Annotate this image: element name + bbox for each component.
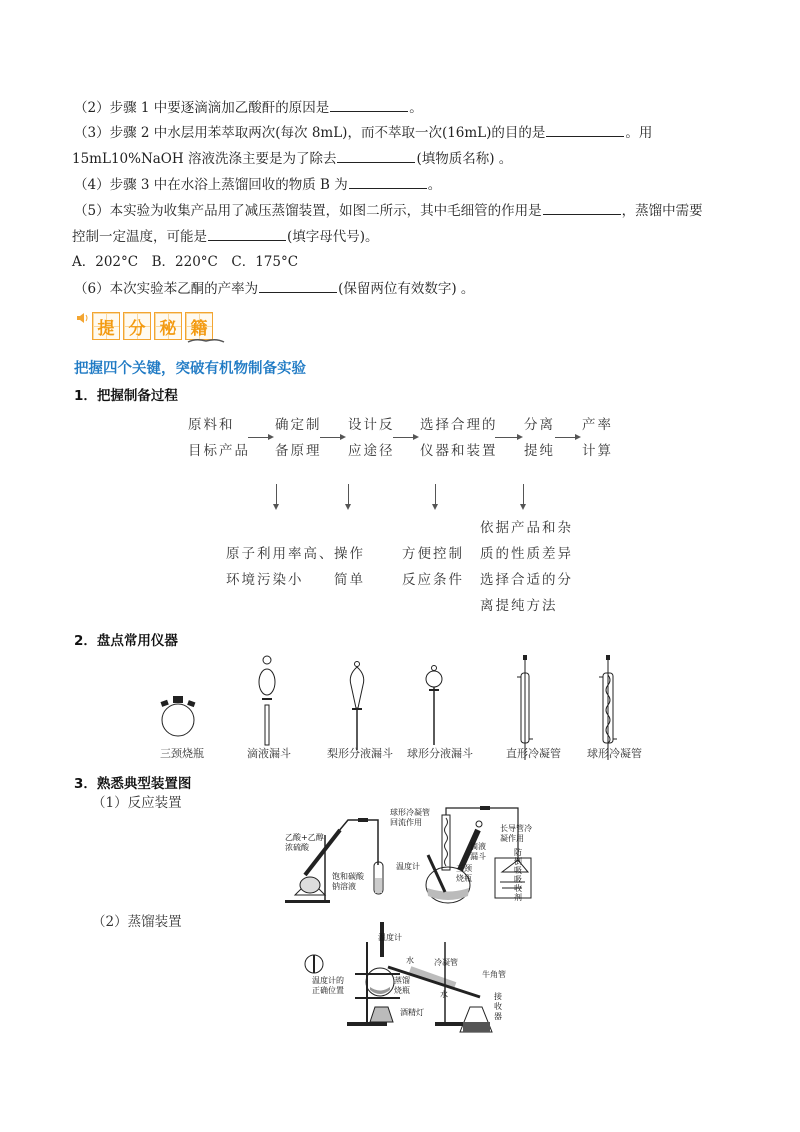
question-3-cont: 15mL10%NaOH 溶液洗涤主要是为了除去 (填物质名称) 。 [72, 148, 512, 169]
flow-step: 选择合理的 仪器和装置 [420, 417, 498, 459]
question-2: （2）步骤 1 中要逐滴滴加乙酸酐的原因是 。 [74, 97, 423, 118]
question-6: （6）本次实验苯乙酮的产率为 (保留两位有效数字) 。 [74, 278, 474, 299]
flow-step: 原料和 目标产品 [188, 417, 250, 459]
book-icon [186, 338, 226, 344]
question-3: （3）步骤 2 中水层用苯萃取两次(每次 8mL)，而不萃取一次(16mL)的目的是 。用 [74, 122, 652, 143]
reagent-label: 乙酸+乙醇 浓硫酸 [285, 833, 324, 852]
question-5-cont: 控制一定温度，可能是 (填字母代号)。 [72, 226, 379, 247]
funnel-label: 滴液 漏斗 [470, 842, 486, 861]
banner-char: 提 [92, 312, 120, 340]
question-5-options: A．202°C B．220°C C．175°C [72, 254, 299, 270]
answer-blank-q3a[interactable] [546, 122, 624, 137]
part3-heading: 3．熟悉典型装置图 [74, 776, 192, 792]
absorb-label: 防 倒 吸 吸 收 剂 [514, 848, 522, 902]
part2-heading: 2．盘点常用仪器 [74, 633, 178, 649]
question-5: （5）本实验为收集产品用了减压蒸馏装置，如图二所示，其中毛细管的作用是 ，蒸馏中需要 [74, 200, 703, 221]
answer-blank-q2[interactable] [330, 97, 408, 112]
dropping-funnel-icon [256, 655, 278, 755]
flow-step: 设计反 应途径 [348, 417, 395, 459]
speaker-icon [76, 310, 90, 324]
receiver-label: 饱和碳酸 钠溶液 [332, 872, 364, 891]
instrument-label: 梨形分液漏斗 [327, 747, 393, 760]
flow-note: 操作 简单 [334, 546, 365, 588]
answer-blank-q3b[interactable] [337, 148, 415, 163]
condenser-label: 球形冷凝管 回流作用 [390, 808, 430, 827]
banner-char: 籍 [185, 312, 213, 340]
alcohol-lamp-label: 酒精灯 [400, 1008, 424, 1017]
arrow-right-icon [393, 437, 417, 438]
flow-note: 原子利用率高、 环境污染小 [226, 546, 335, 588]
three-neck-flask-icon [158, 690, 198, 740]
thermometer-label: 温度计 [378, 933, 402, 942]
thermometer-label: 温度计 [396, 862, 420, 871]
flow-step: 确定制 备原理 [275, 417, 322, 459]
answer-blank-q4[interactable] [349, 174, 427, 189]
banner-char: 秘 [154, 312, 182, 340]
water-out-label: 水 [406, 956, 414, 965]
answer-blank-q5a[interactable] [543, 200, 621, 215]
arrow-right-icon [495, 437, 521, 438]
instrument-label: 球形分液漏斗 [407, 747, 473, 760]
water-in-label: 水 [440, 990, 448, 999]
instrument-label: 直形冷凝管 [506, 747, 561, 760]
long-tube-label: 长导管冷 凝作用 [500, 824, 532, 843]
instrument-label: 球形冷凝管 [587, 747, 642, 760]
spherical-separatory-funnel-icon [423, 665, 445, 755]
flask-label: 三颈 烧瓶 [456, 864, 472, 883]
arrow-down-icon [348, 484, 349, 508]
flow-step: 分离 提纯 [524, 417, 555, 459]
flow-step: 产率 计算 [582, 417, 613, 459]
receiver-label: 接 收 器 [494, 992, 502, 1021]
instrument-label: 三颈烧瓶 [160, 747, 204, 760]
distilling-flask-label: 蒸馏 烧瓶 [394, 976, 410, 995]
reaction-setup-label: （1）反应装置 [92, 795, 182, 811]
adapter-label: 牛角管 [482, 970, 506, 979]
arrow-down-icon [276, 484, 277, 508]
arrow-down-icon [523, 484, 524, 508]
answer-blank-q5b[interactable] [208, 226, 286, 241]
answer-blank-q6[interactable] [259, 278, 337, 293]
arrow-right-icon [248, 437, 272, 438]
arrow-right-icon [320, 437, 344, 438]
arrow-down-icon [435, 484, 436, 508]
distillation-setup-label: （2）蒸馏装置 [92, 914, 182, 930]
condenser-label: 冷凝管 [434, 958, 458, 967]
flow-note: 方便控制 反应条件 [402, 546, 464, 588]
arrow-right-icon [555, 437, 579, 438]
flow-note: 依据产品和杂 质的性质差异 选择合适的分 离提纯方法 [480, 520, 573, 614]
section-title: 把握四个关键，突破有机物制备实验 [74, 361, 306, 377]
question-4: （4）步骤 3 中在水浴上蒸馏回收的物质 B 为 。 [74, 174, 441, 195]
banner-char: 分 [123, 312, 151, 340]
thermometer-position-label: 温度计的 正确位置 [312, 976, 344, 995]
part1-heading: 1．把握制备过程 [74, 388, 178, 404]
instrument-label: 滴液漏斗 [247, 747, 291, 760]
